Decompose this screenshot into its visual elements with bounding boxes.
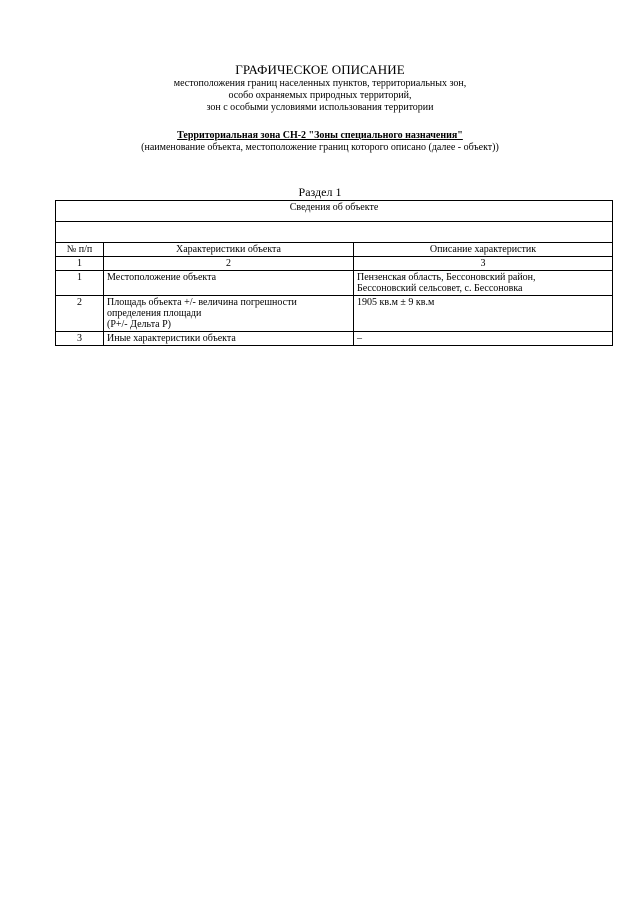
column-header-description: Описание характеристик [354, 243, 613, 257]
object-name-caption: (наименование объекта, местоположение границ которого описано (далее - объект)) [141, 142, 499, 153]
column-number-2: 2 [104, 257, 354, 271]
object-info-table [55, 200, 613, 346]
row-number: 3 [56, 332, 104, 346]
table-row [56, 332, 613, 346]
table-empty-row [56, 222, 613, 243]
section-title: Раздел 1 [298, 185, 342, 199]
object-name: Территориальная зона СН-2 "Зоны специального назначения" [177, 130, 463, 141]
document-subtitle-line-1: местоположения границ населенных пунктов, территориальных зон, [173, 78, 467, 89]
table-empty-cell [56, 222, 613, 243]
table-caption-row [56, 201, 613, 222]
table-row [56, 271, 613, 296]
row-characteristic-line: (P+/- Дельта P) [107, 319, 172, 330]
row-characteristic: Иные характеристики объекта [104, 332, 354, 346]
row-description: 1905 кв.м ± 9 кв.м [354, 296, 613, 332]
table-caption: Сведения об объекте [56, 201, 613, 222]
row-characteristic [104, 296, 354, 332]
row-number: 1 [56, 271, 104, 296]
table-header-row [56, 243, 613, 257]
row-description [354, 271, 613, 296]
row-characteristic-line: определения площади [107, 308, 202, 319]
column-header-number: № п/п [56, 243, 104, 257]
column-header-characteristic: Характеристики объекта [104, 243, 354, 257]
table-column-number-row [56, 257, 613, 271]
document-subtitle-line-2: особо охраняемых природных территорий, [228, 90, 412, 101]
column-number-1: 1 [56, 257, 104, 271]
document-subtitle-line-3: зон с особыми условиями использования территории [206, 102, 434, 113]
row-characteristic: Местоположение объекта [104, 271, 354, 296]
row-description-line: Пензенская область, Бессоновский район, [357, 272, 536, 283]
row-number: 2 [56, 296, 104, 332]
document-header [0, 62, 640, 114]
row-characteristic-line: Площадь объекта +/- величина погрешности [107, 297, 297, 308]
object-name-block [0, 130, 640, 154]
row-description-line: Бессоновский сельсовет, с. Бессоновка [357, 283, 523, 294]
table-row [56, 296, 613, 332]
row-description: – [354, 332, 613, 346]
document-title: ГРАФИЧЕСКОЕ ОПИСАНИЕ [235, 62, 405, 77]
column-number-3: 3 [354, 257, 613, 271]
